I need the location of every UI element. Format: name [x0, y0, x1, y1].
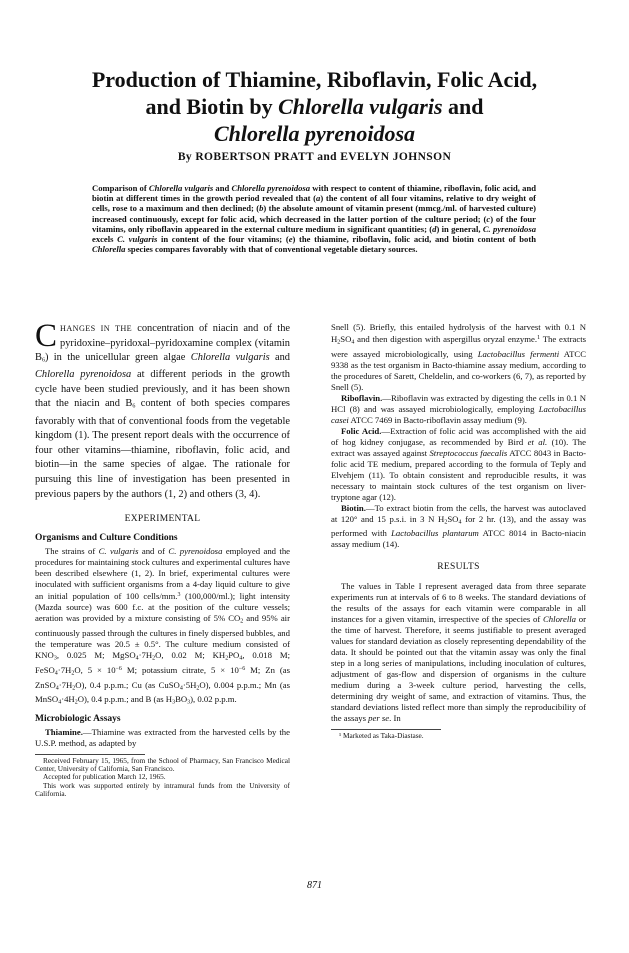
footnote-rule [35, 754, 145, 755]
biotin-paragraph: Biotin.—To extract biotin from the cells, the harvest was autoclaved at 120° and 15 p.s.i. in 3 N $H_2SO_4$ for 2 hr. (13), and the assay was performed with Lactobacillus plantarum ATCC 8014 in Bacto-niacin assay medium (14). [331, 502, 586, 549]
right-column [331, 322, 586, 740]
subheading-microbiologic-assays: Microbiologic Assays [35, 713, 121, 724]
footnote-accepted: Accepted for publication March 12, 1965. [43, 772, 166, 782]
title-line-1: Production of Thiamine, Riboflavin, Folic Acid, [91, 67, 538, 92]
organisms-paragraph: The strains of C. vulgaris and of C. pyrenoidosa employed and the procedures for maintaining stock cultures and experimental cultures have been described elsewhere (1, 2). In brief, experimental cultures were inoculated with sufficient organisms from a 4-day liquid culture to give an initial population of 100 cells/mm.$^3$ (100,000/ml.); light intensity (Mazda source) was 600 f.c. at the position of the culture vessels; aeration was provided by a mixture consisting of 5% $CO_2$ and 95% air continuously passed through the cultures in finely dispersed bubbles, and the temperature was 20.5 ± 0.5°. The culture medium consisted of $KNO_3$, 0.025 M; $MgSO_4\cdot 7H_2O$, 0.02 M; $KH_2PO_4$, 0.018 M; $FeSO_4\cdot 7H_2O$, $5 \times 10^{-6}$ M; potassium citrate, $5 \times 10^{-6}$ M; Zn (as $ZnSO_4\cdot 7H_2O$), 0.4 p.p.m.; Cu (as $CuSO_4\cdot 5H_2O$), 0.004 p.p.m.; Mn (as $MnSO_4\cdot 4H_2O$), 0.4 p.p.m.; and B (as $H_3BO_3$), 0.02 p.p.m. [35, 546, 291, 706]
folic-acid-paragraph: Folic Acid.—Extraction of folic acid was accomplished with the aid of hog kidney conjugase, as recommended by Bird et al. (10). The extract was assayed against Streptococcus faecalis ATCC 8043 in Bacto-folic acid TE medium, prepared according to the formula of Teply and Elvehjem (11). To obtain consistent and reproducible results, it was necessary to maintain stock cultures of the test organism on liver-tryptone agar (12). [331, 425, 587, 502]
footnote-funding: This work was supported entirely by intramural funds from the University of California. [35, 780, 290, 799]
article-title [0, 66, 629, 147]
section-heading-experimental: EXPERIMENTAL [124, 514, 201, 525]
footnote-received: Received February 15, 1965, from the School of Pharmacy, San Francisco Medical Center, University of California, San Francisco. [35, 755, 290, 774]
left-column [35, 318, 291, 799]
footnote-rule-right [331, 729, 441, 730]
section-heading-results: RESULTS [437, 562, 480, 572]
thiamine-paragraph: Thiamine.—Thiamine was extracted from the harvested cells by the U.S.P. method, as adapted by [35, 726, 290, 748]
subheading-organisms: Organisms and Culture Conditions [35, 533, 178, 544]
drop-cap: C [35, 318, 58, 354]
intro-paragraph: CHANGES IN THE concentration of niacin and of the pyridoxine–pyridoxal–pyridoxamine complex (vitamin $B_6$) in the unicellular green algae Chlorella vulgaris and Chlorella pyrenoidosa at different periods in the growth cycle have been studied previously, and it has been shown that the niacin and $B_6$ content of both species compares favorably with that of conventional foods from the vegetable kingdom (1). The present report deals with the occurrence of four other vitamins—thiamine, riboflavin, folic acid, and biotin—in the same species of algae. The rationale for pursuing this line of investigation has been presented in previous papers by the authors (1, 2) and others (3, 4). [35, 318, 291, 500]
footnote-taka-diastase: ¹ Marketed as Taka-Diastase. [339, 731, 424, 740]
snell-paragraph: Snell (5). Briefly, this entailed hydrolysis of the harvest with 0.1 N $H_2SO_4$ and then digestion with aspergillus oryzal enzyme.$^1$ The extracts were assayed microbiologically, using Lactobacillus fermenti ATCC 9338 as the test organism in Bacto-thiamine assay medium, according to the procedures of Sarett, Cheldelin, and co-workers (6, 7), as reported by Snell (5). [331, 322, 587, 392]
page-number: 871 [307, 880, 322, 891]
riboflavin-paragraph: Riboflavin.—Riboflavin was extracted by digesting the cells in 0.1 N HCl (8) and was assayed microbiologically, employing Lactobacillus casei ATCC 7469 in Bacto-riboflavin assay medium (9). [331, 392, 586, 425]
abstract: Comparison of Chlorella vulgaris and Chlorella pyrenoidosa with respect to content of thiamine, riboflavin, folic acid, and biotin at different times in the growth period revealed that (a) the content of all four vitamins, relative to dry weight of cells, rose to a maximum and then declined; (b) the absolute amount of vitamin present (mmcg./ml. of harvested culture) increased continuously, except for folic acid, which decreased in the latter portion of the culture period; (c) of the four vitamins, only riboflavin appeared in the external culture medium in significant quantities; (d) in general, C. pyrenoidosa excels C. vulgaris in content of the four vitamins; (e) the thiamine, riboflavin, folic acid, and biotin content of both Chlorella species compares favorably with that of conventional vegetable dietary sources. [92, 183, 536, 255]
results-paragraph: The values in Table I represent averaged data from three separate experiments run at intervals of 6 to 8 weeks. The standard deviations of the results of the assays for each vitamin were comparable in all instances for a given vitamin, irrespective of the species of Chlorella or the time of harvest. Therefore, it seems justifiable to present averaged values for standard deviation as closely representing dependability of the data. It should be pointed out that the vitamin assay was only the final step in a long series of manipulations, including inoculation of cultures, adjustment of gas-flow and dispersion of organisms in the culture medium during a 3-week culture period, harvesting the cells, determining dry weight of same, and extraction of vitamins. Thus, the standard deviations listed reflect more than simply the reproducibility of the assays per se. In [331, 581, 586, 723]
title-line-3: Chlorella pyrenoidosa [213, 121, 416, 146]
authors: By ROBERTSON PRATT and EVELYN JOHNSON [177, 151, 452, 163]
title-line-2: and Biotin by Chlorella vulgaris and [145, 94, 484, 119]
